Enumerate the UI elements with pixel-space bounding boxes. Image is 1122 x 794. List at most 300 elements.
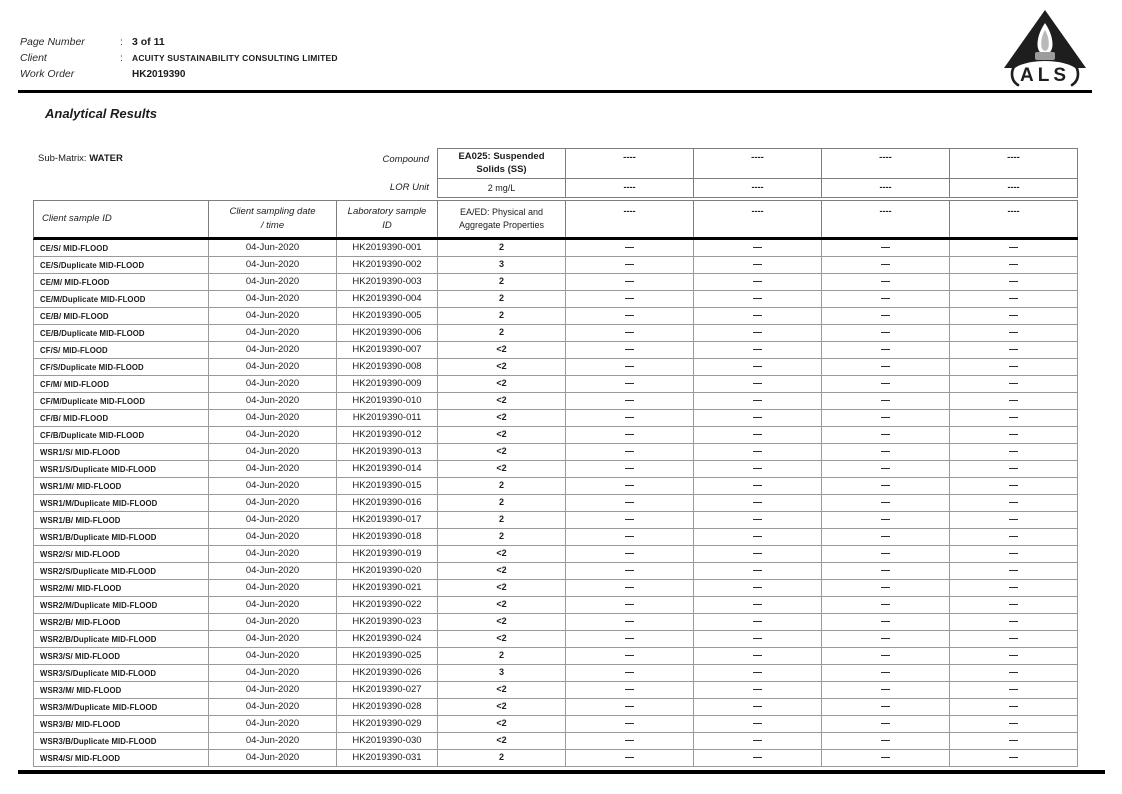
client-sample-id: WSR3/M/ MID-FLOOD <box>34 682 209 699</box>
sampling-date: 04-Jun-2020 <box>209 427 337 444</box>
result-dash: — <box>822 427 950 444</box>
sampling-date: 04-Jun-2020 <box>209 529 337 546</box>
result-value: <2 <box>438 614 566 631</box>
compound-name-0: EA025: Suspended Solids (SS) <box>438 149 566 179</box>
result-dash: — <box>566 376 694 393</box>
result-dash: — <box>950 580 1078 597</box>
table-row <box>34 631 1078 648</box>
result-dash: — <box>566 444 694 461</box>
client-sample-id: WSR3/S/Duplicate MID-FLOOD <box>34 665 209 682</box>
result-dash: — <box>950 546 1078 563</box>
laboratory-sample-id: HK2019390-023 <box>337 614 438 631</box>
laboratory-sample-id: HK2019390-017 <box>337 512 438 529</box>
sampling-date: 04-Jun-2020 <box>209 716 337 733</box>
separator: : <box>120 37 123 48</box>
result-value: <2 <box>438 631 566 648</box>
result-dash: — <box>694 444 822 461</box>
laboratory-sample-id: HK2019390-009 <box>337 376 438 393</box>
result-dash: — <box>822 733 950 750</box>
laboratory-sample-id: HK2019390-007 <box>337 342 438 359</box>
lor-unit-1: ---- <box>566 179 694 198</box>
result-dash: — <box>694 512 822 529</box>
sampling-date: 04-Jun-2020 <box>209 648 337 665</box>
table-row <box>34 733 1078 750</box>
separator: : <box>120 53 123 64</box>
result-dash: — <box>950 750 1078 767</box>
result-dash: — <box>566 393 694 410</box>
table-row <box>34 444 1078 461</box>
result-dash: — <box>566 699 694 716</box>
sampling-date: 04-Jun-2020 <box>209 699 337 716</box>
laboratory-sample-id: HK2019390-011 <box>337 410 438 427</box>
table-row <box>34 342 1078 359</box>
client-sample-id: CF/B/Duplicate MID-FLOOD <box>34 427 209 444</box>
sampling-date: 04-Jun-2020 <box>209 563 337 580</box>
result-value: 3 <box>438 665 566 682</box>
result-dash: — <box>566 478 694 495</box>
sampling-date: 04-Jun-2020 <box>209 240 337 257</box>
result-dash: — <box>950 427 1078 444</box>
result-dash: — <box>694 682 822 699</box>
result-dash: — <box>694 478 822 495</box>
result-value: 2 <box>438 648 566 665</box>
result-dash: — <box>694 716 822 733</box>
laboratory-sample-id: HK2019390-029 <box>337 716 438 733</box>
result-dash: — <box>950 529 1078 546</box>
table-row <box>34 308 1078 325</box>
result-dash: — <box>694 699 822 716</box>
lor-unit-2: ---- <box>694 179 822 198</box>
client-sample-id: CF/M/ MID-FLOOD <box>34 376 209 393</box>
work-order-row <box>20 68 338 84</box>
sampling-date: 04-Jun-2020 <box>209 257 337 274</box>
table-row <box>34 699 1078 716</box>
sampling-date: 04-Jun-2020 <box>209 750 337 767</box>
result-dash: — <box>566 342 694 359</box>
result-dash: — <box>822 597 950 614</box>
result-dash: — <box>694 342 822 359</box>
result-dash: — <box>566 359 694 376</box>
sampling-date: 04-Jun-2020 <box>209 631 337 648</box>
result-dash: — <box>822 716 950 733</box>
result-dash: — <box>694 529 822 546</box>
result-dash: — <box>950 410 1078 427</box>
result-dash: — <box>566 274 694 291</box>
laboratory-sample-id: HK2019390-022 <box>337 597 438 614</box>
result-dash: — <box>566 427 694 444</box>
table-row <box>34 257 1078 274</box>
sampling-date: 04-Jun-2020 <box>209 682 337 699</box>
result-dash: — <box>822 580 950 597</box>
table-row <box>34 427 1078 444</box>
laboratory-sample-id: HK2019390-018 <box>337 529 438 546</box>
sampling-date: 04-Jun-2020 <box>209 597 337 614</box>
result-dash: — <box>694 648 822 665</box>
method-header-4: ---- <box>950 201 1078 237</box>
client-sample-id: WSR1/M/ MID-FLOOD <box>34 478 209 495</box>
sampling-date: 04-Jun-2020 <box>209 291 337 308</box>
result-dash: — <box>950 274 1078 291</box>
table-row <box>34 682 1078 699</box>
lor-unit-3: ---- <box>822 179 950 198</box>
result-dash: — <box>822 478 950 495</box>
compound-label: Compound <box>382 154 429 165</box>
table-row <box>34 546 1078 563</box>
result-dash: — <box>822 699 950 716</box>
method-header-2: ---- <box>694 201 822 237</box>
result-dash: — <box>950 376 1078 393</box>
sampling-date: 04-Jun-2020 <box>209 478 337 495</box>
table-row <box>34 614 1078 631</box>
result-dash: — <box>694 359 822 376</box>
result-dash: — <box>566 512 694 529</box>
result-dash: — <box>950 648 1078 665</box>
result-dash: — <box>950 240 1078 257</box>
result-dash: — <box>566 665 694 682</box>
result-dash: — <box>950 682 1078 699</box>
header-line: Client sample ID <box>42 212 112 224</box>
result-dash: — <box>694 257 822 274</box>
result-dash: — <box>694 376 822 393</box>
sampling-date: 04-Jun-2020 <box>209 614 337 631</box>
method-header-3: ---- <box>822 201 950 237</box>
letterhead <box>20 36 338 84</box>
laboratory-sample-id: HK2019390-012 <box>337 427 438 444</box>
result-value: 2 <box>438 308 566 325</box>
table-row <box>34 274 1078 291</box>
sampling-date: 04-Jun-2020 <box>209 580 337 597</box>
sampling-date: 04-Jun-2020 <box>209 325 337 342</box>
laboratory-sample-id: HK2019390-026 <box>337 665 438 682</box>
result-dash: — <box>566 631 694 648</box>
result-dash: — <box>950 563 1078 580</box>
result-dash: — <box>822 461 950 478</box>
result-dash: — <box>694 580 822 597</box>
lor-unit-4: ---- <box>950 179 1078 198</box>
method-header-0: EA/ED: Physical and Aggregate Properties <box>438 201 566 237</box>
svg-text:ALS: ALS <box>1020 65 1070 86</box>
page-number-row <box>20 36 338 52</box>
result-value: 2 <box>438 512 566 529</box>
client-sample-id: WSR1/B/ MID-FLOOD <box>34 512 209 529</box>
laboratory-sample-id: HK2019390-024 <box>337 631 438 648</box>
table-row <box>34 648 1078 665</box>
result-dash: — <box>950 597 1078 614</box>
laboratory-sample-id: HK2019390-002 <box>337 257 438 274</box>
sampling-date: 04-Jun-2020 <box>209 410 337 427</box>
client-sample-id: CE/M/ MID-FLOOD <box>34 274 209 291</box>
page-number-label: Page Number <box>20 36 85 48</box>
sampling-date: 04-Jun-2020 <box>209 308 337 325</box>
client-sample-id: WSR2/M/Duplicate MID-FLOOD <box>34 597 209 614</box>
table-row <box>34 750 1078 767</box>
client-value: ACUITY SUSTAINABILITY CONSULTING LIMITED <box>132 53 338 63</box>
laboratory-sample-id: HK2019390-028 <box>337 699 438 716</box>
result-value: 2 <box>438 750 566 767</box>
result-value: 2 <box>438 495 566 512</box>
result-value: <2 <box>438 682 566 699</box>
result-dash: — <box>822 359 950 376</box>
result-dash: — <box>822 274 950 291</box>
laboratory-sample-id: HK2019390-016 <box>337 495 438 512</box>
client-row <box>20 52 338 68</box>
result-dash: — <box>694 750 822 767</box>
result-dash: — <box>950 291 1078 308</box>
result-dash: — <box>950 444 1078 461</box>
sampling-date: 04-Jun-2020 <box>209 359 337 376</box>
result-dash: — <box>566 325 694 342</box>
table-row <box>34 410 1078 427</box>
laboratory-sample-id: HK2019390-020 <box>337 563 438 580</box>
result-dash: — <box>566 733 694 750</box>
result-dash: — <box>822 563 950 580</box>
result-value: <2 <box>438 733 566 750</box>
sampling-date: 04-Jun-2020 <box>209 665 337 682</box>
result-dash: — <box>822 750 950 767</box>
result-dash: — <box>950 257 1078 274</box>
result-dash: — <box>822 257 950 274</box>
client-label: Client <box>20 52 47 64</box>
result-dash: — <box>694 308 822 325</box>
sampling-date: 04-Jun-2020 <box>209 274 337 291</box>
result-dash: — <box>566 682 694 699</box>
result-dash: — <box>822 325 950 342</box>
sample-column-header-1 <box>209 201 337 237</box>
table-row <box>34 563 1078 580</box>
result-value: <2 <box>438 444 566 461</box>
result-dash: — <box>822 682 950 699</box>
sub-matrix-value: WATER <box>89 153 123 164</box>
result-dash: — <box>950 308 1078 325</box>
result-value: 2 <box>438 325 566 342</box>
header-line: ID <box>382 220 392 231</box>
section-title: Analytical Results <box>45 106 157 121</box>
result-dash: — <box>694 597 822 614</box>
header-line: Client sampling date <box>229 205 316 217</box>
result-value: <2 <box>438 563 566 580</box>
table-row <box>34 359 1078 376</box>
result-dash: — <box>822 291 950 308</box>
result-dash: — <box>566 546 694 563</box>
client-sample-id: WSR1/M/Duplicate MID-FLOOD <box>34 495 209 512</box>
result-dash: — <box>822 410 950 427</box>
result-dash: — <box>566 308 694 325</box>
client-sample-id: WSR3/S/ MID-FLOOD <box>34 648 209 665</box>
result-dash: — <box>950 478 1078 495</box>
laboratory-sample-id: HK2019390-021 <box>337 580 438 597</box>
result-dash: — <box>822 665 950 682</box>
result-dash: — <box>566 495 694 512</box>
lor-unit-label: LOR Unit <box>389 182 429 193</box>
client-sample-id: CF/S/Duplicate MID-FLOOD <box>34 359 209 376</box>
result-dash: — <box>950 461 1078 478</box>
sampling-date: 04-Jun-2020 <box>209 546 337 563</box>
result-dash: — <box>566 291 694 308</box>
table-row <box>34 393 1078 410</box>
result-value: 2 <box>438 274 566 291</box>
compound-header-block <box>437 148 1078 198</box>
result-dash: — <box>694 665 822 682</box>
laboratory-sample-id: HK2019390-030 <box>337 733 438 750</box>
client-sample-id: CE/S/Duplicate MID-FLOOD <box>34 257 209 274</box>
result-value: <2 <box>438 393 566 410</box>
laboratory-sample-id: HK2019390-031 <box>337 750 438 767</box>
result-dash: — <box>694 393 822 410</box>
sampling-date: 04-Jun-2020 <box>209 512 337 529</box>
result-dash: — <box>566 580 694 597</box>
result-value: <2 <box>438 699 566 716</box>
result-dash: — <box>822 495 950 512</box>
laboratory-sample-id: HK2019390-001 <box>337 240 438 257</box>
result-dash: — <box>950 614 1078 631</box>
client-sample-id: WSR1/B/Duplicate MID-FLOOD <box>34 529 209 546</box>
result-dash: — <box>950 495 1078 512</box>
client-sample-id: CE/S/ MID-FLOOD <box>34 240 209 257</box>
client-sample-id: WSR4/S/ MID-FLOOD <box>34 750 209 767</box>
result-value: <2 <box>438 716 566 733</box>
header-line: / time <box>260 220 285 231</box>
table-row <box>34 512 1078 529</box>
result-dash: — <box>950 512 1078 529</box>
laboratory-sample-id: HK2019390-013 <box>337 444 438 461</box>
result-dash: — <box>566 257 694 274</box>
client-sample-id: CF/M/Duplicate MID-FLOOD <box>34 393 209 410</box>
result-dash: — <box>566 750 694 767</box>
laboratory-sample-id: HK2019390-004 <box>337 291 438 308</box>
result-dash: — <box>694 461 822 478</box>
client-sample-id: WSR1/S/ MID-FLOOD <box>34 444 209 461</box>
sub-matrix-label: Sub-Matrix: <box>38 153 87 164</box>
result-value: <2 <box>438 597 566 614</box>
client-sample-id: WSR3/B/ MID-FLOOD <box>34 716 209 733</box>
result-dash: — <box>950 393 1078 410</box>
result-dash: — <box>950 716 1078 733</box>
client-sample-id: CF/B/ MID-FLOOD <box>34 410 209 427</box>
result-dash: — <box>822 342 950 359</box>
laboratory-sample-id: HK2019390-025 <box>337 648 438 665</box>
sampling-date: 04-Jun-2020 <box>209 342 337 359</box>
result-dash: — <box>822 614 950 631</box>
result-dash: — <box>950 359 1078 376</box>
result-dash: — <box>694 631 822 648</box>
laboratory-sample-id: HK2019390-019 <box>337 546 438 563</box>
lor-unit-0: 2 mg/L <box>438 179 566 198</box>
result-dash: — <box>566 648 694 665</box>
result-dash: — <box>950 733 1078 750</box>
column-header-row <box>33 200 1078 240</box>
result-value: <2 <box>438 580 566 597</box>
result-dash: — <box>694 274 822 291</box>
result-dash: — <box>822 376 950 393</box>
result-dash: — <box>822 240 950 257</box>
result-dash: — <box>694 614 822 631</box>
result-dash: — <box>950 325 1078 342</box>
result-dash: — <box>694 495 822 512</box>
compound-name-1: ---- <box>566 149 694 179</box>
result-value: <2 <box>438 376 566 393</box>
result-dash: — <box>822 648 950 665</box>
result-dash: — <box>694 733 822 750</box>
result-dash: — <box>822 631 950 648</box>
result-value: 2 <box>438 291 566 308</box>
laboratory-sample-id: HK2019390-014 <box>337 461 438 478</box>
sample-column-header-0 <box>34 201 209 237</box>
table-row <box>34 325 1078 342</box>
table-row <box>34 580 1078 597</box>
result-value: <2 <box>438 546 566 563</box>
als-logo-icon <box>995 8 1095 90</box>
result-dash: — <box>822 444 950 461</box>
table-row <box>34 597 1078 614</box>
table-row <box>34 376 1078 393</box>
result-dash: — <box>694 546 822 563</box>
result-value: <2 <box>438 342 566 359</box>
compound-name-4: ---- <box>950 149 1078 179</box>
result-dash: — <box>566 614 694 631</box>
result-dash: — <box>950 631 1078 648</box>
result-value: 2 <box>438 240 566 257</box>
client-sample-id: WSR2/M/ MID-FLOOD <box>34 580 209 597</box>
result-dash: — <box>566 716 694 733</box>
client-sample-id: WSR2/S/Duplicate MID-FLOOD <box>34 563 209 580</box>
result-value: <2 <box>438 359 566 376</box>
sampling-date: 04-Jun-2020 <box>209 393 337 410</box>
laboratory-sample-id: HK2019390-010 <box>337 393 438 410</box>
result-value: 3 <box>438 257 566 274</box>
table-row <box>34 529 1078 546</box>
laboratory-sample-id: HK2019390-005 <box>337 308 438 325</box>
client-sample-id: CE/B/ MID-FLOOD <box>34 308 209 325</box>
table-row <box>34 665 1078 682</box>
table-body <box>33 240 1078 767</box>
sample-column-header-2 <box>337 201 438 237</box>
result-dash: — <box>822 546 950 563</box>
result-dash: — <box>950 699 1078 716</box>
table-row <box>34 716 1078 733</box>
laboratory-sample-id: HK2019390-006 <box>337 325 438 342</box>
sampling-date: 04-Jun-2020 <box>209 495 337 512</box>
client-sample-id: CE/M/Duplicate MID-FLOOD <box>34 291 209 308</box>
client-sample-id: WSR3/B/Duplicate MID-FLOOD <box>34 733 209 750</box>
table-row <box>34 495 1078 512</box>
result-dash: — <box>566 240 694 257</box>
table-row <box>34 461 1078 478</box>
table-row <box>34 291 1078 308</box>
table-row <box>34 478 1078 495</box>
table-row <box>34 240 1078 257</box>
result-dash: — <box>566 529 694 546</box>
result-dash: — <box>694 427 822 444</box>
client-sample-id: WSR2/S/ MID-FLOOD <box>34 546 209 563</box>
result-dash: — <box>694 563 822 580</box>
client-sample-id: WSR2/B/Duplicate MID-FLOOD <box>34 631 209 648</box>
laboratory-sample-id: HK2019390-015 <box>337 478 438 495</box>
result-dash: — <box>566 461 694 478</box>
client-sample-id: CE/B/Duplicate MID-FLOOD <box>34 325 209 342</box>
result-dash: — <box>950 665 1078 682</box>
client-sample-id: CF/S/ MID-FLOOD <box>34 342 209 359</box>
result-dash: — <box>566 597 694 614</box>
result-dash: — <box>822 529 950 546</box>
sampling-date: 04-Jun-2020 <box>209 733 337 750</box>
sampling-date: 04-Jun-2020 <box>209 461 337 478</box>
method-header-1: ---- <box>566 201 694 237</box>
compound-name-3: ---- <box>822 149 950 179</box>
result-value: <2 <box>438 461 566 478</box>
client-sample-id: WSR2/B/ MID-FLOOD <box>34 614 209 631</box>
page-number-value: 3 of 11 <box>132 36 165 48</box>
result-dash: — <box>950 342 1078 359</box>
